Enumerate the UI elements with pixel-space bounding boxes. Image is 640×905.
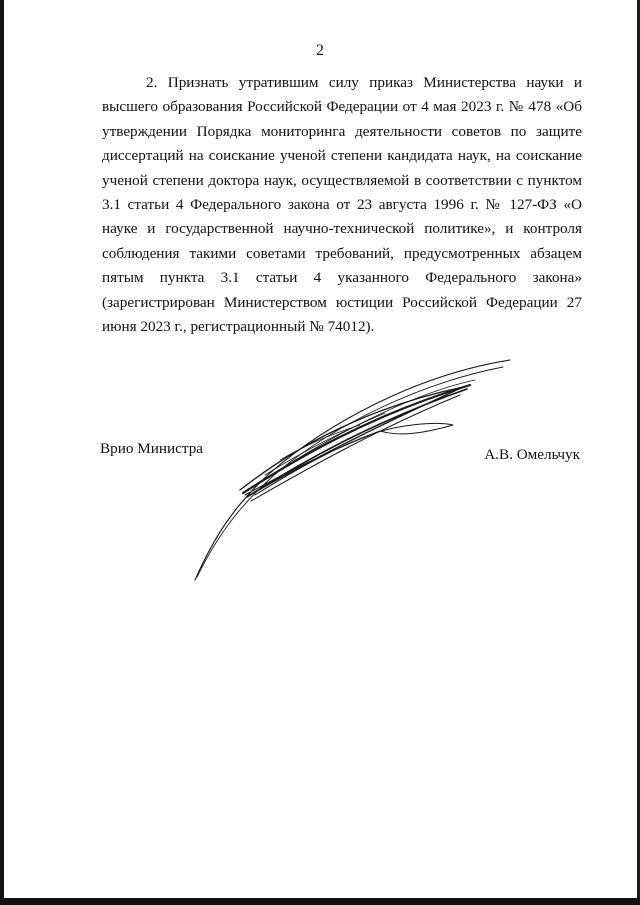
paragraph-2: 2. Признать утратившим силу приказ Министерства науки и высшего образования Российской Федерации от 4 мая 2023 г. № 478 «Об утверждении Порядка мониторинга деятельности советов по защите диссертаций на соискание ученой степени кандидата наук, на соискание ученой степени доктора наук, осуществляемой в соответствии с пунктом 3.1 статьи 4 Федерального закона от 23 августа 1996 г. № 127-ФЗ «О науке и государственной научно-технической политике», и контроля соблюдения такими советами требований, предусмотренных абзацем пятым пункта 3.1 статьи 4 указанного Федерального закона» (зарегистрирован Министерством юстиции Российской Федерации 27 июня 2023 г., регистрационный № 74012).: [102, 74, 582, 336]
scan-border-left: [0, 0, 4, 905]
page-number: 2: [316, 42, 324, 59]
signer-title: Врио Министра: [100, 440, 204, 457]
signer-name: А.В. Омельчук: [484, 446, 580, 463]
scan-border-bottom: [0, 898, 640, 905]
handwritten-signature: [185, 355, 525, 595]
